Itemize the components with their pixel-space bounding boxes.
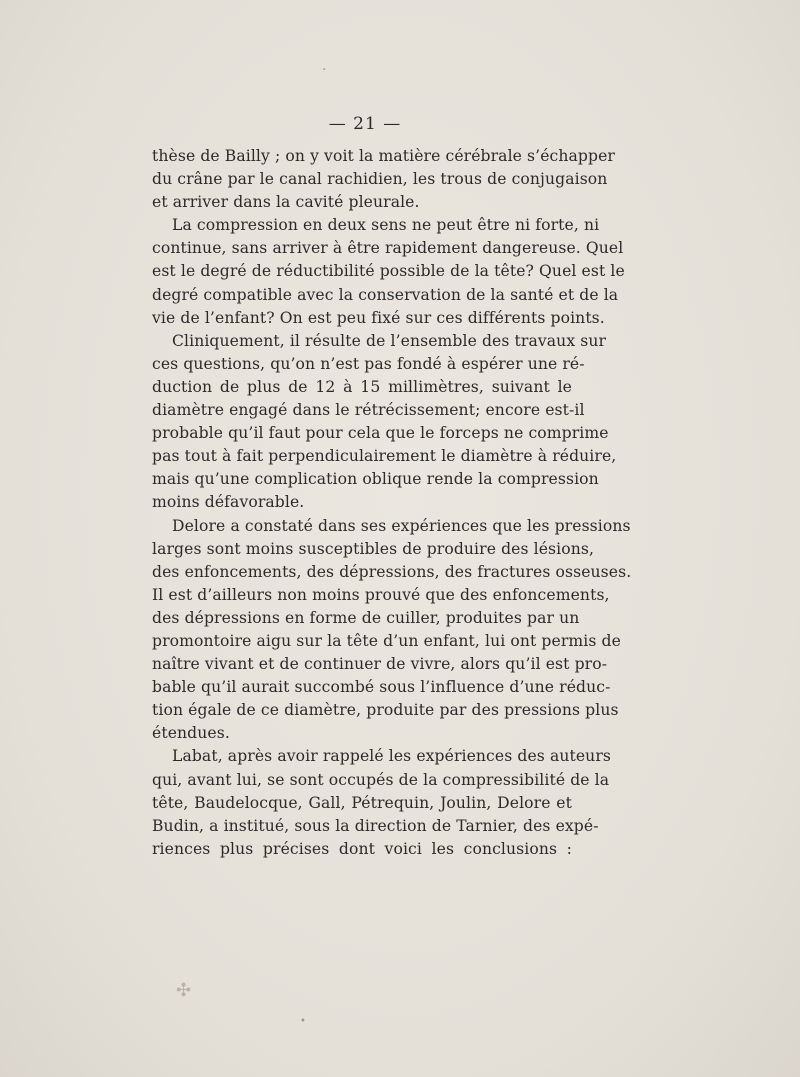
text-line: Cliniquement, il résulte de l’ensemble des travaux sur: [172, 331, 607, 350]
text-line: des enfoncements, des dépressions, des fractures osseuses.: [152, 562, 632, 581]
text-line: La compression en deux sens ne peut être ni forte, ni: [172, 216, 600, 235]
text-line: des dépressions en forme de cuiller, produites par un: [152, 608, 580, 627]
text-line: promontoire aigu sur la tête d’un enfant, lui ont permis de: [152, 631, 621, 650]
text-line: tion égale de ce diamètre, produite par des pressions plus: [152, 701, 619, 720]
paper-speck: •: [300, 1016, 306, 1027]
text-line: Labat, après avoir rappelé les expériences des auteurs: [172, 747, 611, 766]
paper-speck: ·: [322, 62, 327, 78]
text-line: naître vivant et de continuer de vivre, alors qu’il est pro-: [152, 655, 608, 674]
text-line: tête, Baudelocque, Gall, Pétrequin, Joulin, Delore et: [152, 793, 572, 812]
text-line: pas tout à fait perpendiculairement le diamètre à réduire,: [152, 447, 617, 466]
text-line: qui, avant lui, se sont occupés de la compressibilité de la: [152, 770, 610, 789]
paper-stain: ✣: [176, 980, 192, 1001]
text-line: Il est d’ailleurs non moins prouvé que des enfoncements,: [152, 585, 610, 604]
body-text: [152, 145, 632, 861]
text-line: et arriver dans la cavité pleurale.: [152, 193, 420, 212]
text-line: riences plus précises dont voici les conclusions :: [152, 839, 572, 858]
text-line: moins défavorable.: [152, 493, 305, 512]
text-line: mais qu’une complication oblique rende la compression: [152, 470, 599, 489]
text-line: larges sont moins susceptibles de produire des lésions,: [152, 539, 595, 558]
text-line: duction de plus de 12 à 15 millimètres, suivant le: [152, 377, 572, 396]
text-line: du crâne par le canal rachidien, les trous de conjugaison: [152, 170, 608, 189]
text-line: diamètre engagé dans le rétrécissement; encore est-il: [152, 401, 585, 420]
text-line: probable qu’il faut pour cela que le forceps ne comprime: [152, 424, 609, 443]
text-line: ces questions, qu’on n’est pas fondé à espérer une ré-: [152, 354, 585, 373]
page-number: — 21 —: [328, 114, 402, 134]
text-line: degré compatible avec la conservation de la santé et de la: [152, 285, 619, 304]
text-line: Budin, a institué, sous la direction de Tarnier, des expé-: [152, 816, 599, 835]
text-line: étendues.: [152, 724, 230, 743]
text-line: thèse de Bailly ; on y voit la matière cérébrale s’échapper: [152, 147, 615, 165]
text-line: bable qu’il aurait succombé sous l’influence d’une réduc-: [152, 678, 611, 697]
text-line: continue, sans arriver à être rapidement dangereuse. Quel: [152, 239, 624, 258]
text-line: est le degré de réductibilité possible de la tête? Quel est le: [152, 262, 625, 281]
text-line: vie de l’enfant? On est peu fixé sur ces différents points.: [152, 308, 605, 327]
text-line: Delore a constaté dans ses expériences que les pressions: [172, 516, 631, 535]
